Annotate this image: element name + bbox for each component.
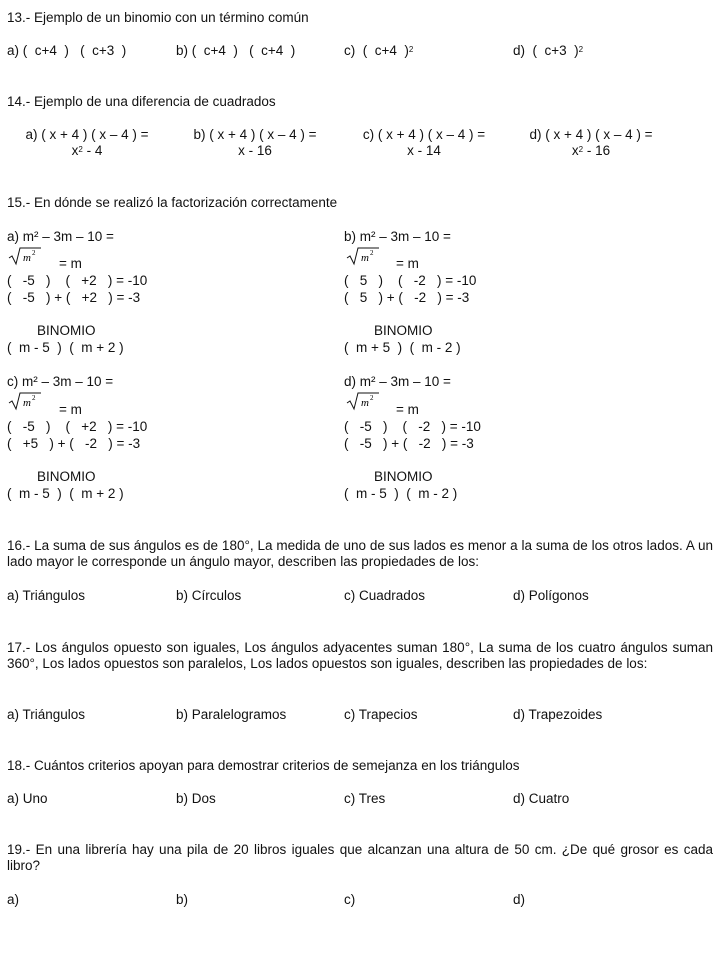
q13-option-c: c) ( c+4 )$^2$	[344, 43, 414, 58]
question-16: 16.- La suma de sus ángulos es de 180°, La medida de uno de sus lados es menor a la suma de los otros lados. A un lado mayor le corresponde un ángulo mayor, describen las propiedades de los:	[7, 538, 713, 569]
svg-text:m: m	[23, 397, 31, 409]
q15-b-header: b) m² – 3m – 10 =	[344, 229, 451, 244]
svg-text:m: m	[361, 252, 369, 264]
q15-a-sum: ( -5 ) + ( +2 ) = -3	[7, 290, 141, 305]
q15-d-sum: ( -5 ) + ( -2 ) = -3	[344, 436, 474, 451]
q13-option-d: d) ( c+3 )$^2$	[513, 43, 584, 58]
q19-option-d: d)	[513, 892, 526, 907]
q16-option-a: a) Triángulos	[7, 588, 86, 603]
question-18: 18.- Cuántos criterios apoyan para demostrar criterios de semejanza en los triángulos	[7, 758, 520, 773]
q16-option-d: d) Polígonos	[513, 588, 589, 603]
q15-b-eq: = m	[396, 256, 419, 271]
q15-a-header: a) m² – 3m – 10 =	[7, 229, 114, 244]
svg-text:2: 2	[370, 394, 374, 402]
q17-option-d: d) Trapezoides	[513, 707, 603, 722]
q15-a-product: ( -5 ) ( +2 ) = -10	[7, 273, 148, 288]
svg-text:m: m	[361, 397, 369, 409]
q18-option-a: a) Uno	[7, 791, 48, 806]
q18-option-c: c) Tres	[344, 791, 386, 806]
q19-option-a: a)	[7, 892, 20, 907]
q15-c-sum: ( +5 ) + ( -2 ) = -3	[7, 436, 141, 451]
question-19: 19.- En una librería hay una pila de 20 libros iguales que alcanzan una altura de 50 cm. ¿De qué grosor es cada libro?	[7, 842, 713, 873]
sqrt-m2-icon	[346, 246, 380, 266]
question-15: 15.- En dónde se realizó la factorización correctamente	[7, 195, 338, 210]
svg-text:2: 2	[370, 249, 374, 257]
q15-b-product: ( 5 ) ( -2 ) = -10	[344, 273, 477, 288]
q13-option-b: b) ( c+4 ) ( c+4 )	[176, 43, 296, 58]
q15-a-result: ( m - 5 ) ( m + 2 )	[7, 340, 124, 355]
q16-option-c: c) Cuadrados	[344, 588, 426, 603]
q13-option-a: a) ( c+4 ) ( c+3 )	[7, 43, 127, 58]
q15-c-binomio-label: BINOMIO	[37, 469, 96, 484]
q15-b-result: ( m + 5 ) ( m - 2 )	[344, 340, 461, 355]
q17-option-c: c) Trapecios	[344, 707, 418, 722]
svg-text:m: m	[23, 252, 31, 264]
svg-text:2: 2	[32, 249, 36, 257]
q14-option-a: a) ( x + 4 ) ( x – 4 ) = $x^2 - 4$	[25, 127, 149, 158]
q14-option-c: c) ( x + 4 ) ( x – 4 ) = x - 14	[362, 127, 486, 158]
q15-d-header: d) m² – 3m – 10 =	[344, 374, 451, 389]
q18-option-d: d) Cuatro	[513, 791, 570, 806]
q15-d-eq: = m	[396, 402, 419, 417]
q17-option-b: b) Paralelogramos	[176, 707, 287, 722]
q15-c-header: c) m² – 3m – 10 =	[7, 374, 114, 389]
q17-option-a: a) Triángulos	[7, 707, 86, 722]
sqrt-m2-icon	[8, 246, 42, 266]
q15-c-product: ( -5 ) ( +2 ) = -10	[7, 419, 148, 434]
q15-d-result: ( m - 5 ) ( m - 2 )	[344, 486, 458, 501]
q19-option-c: c)	[344, 892, 356, 907]
q19-option-b: b)	[176, 892, 189, 907]
question-17: 17.- Los ángulos opuesto son iguales, Los ángulos adyacentes suman 180°, La suma de los cuatro ángulos suman 360°, Los lados opuestos son paralelos, Los lados opuestos son iguales, describen las propiedades de los:	[7, 640, 713, 671]
q15-a-eq: = m	[59, 256, 82, 271]
q15-d-product: ( -5 ) ( -2 ) = -10	[344, 419, 481, 434]
q14-option-b: b) ( x + 4 ) ( x – 4 ) = x - 16	[193, 127, 317, 158]
svg-text:2: 2	[32, 394, 36, 402]
q18-option-b: b) Dos	[176, 791, 216, 806]
q15-b-binomio-label: BINOMIO	[374, 323, 433, 338]
q15-c-result: ( m - 5 ) ( m + 2 )	[7, 486, 124, 501]
question-13: 13.- Ejemplo de un binomio con un término común	[7, 10, 309, 25]
q15-a-binomio-label: BINOMIO	[37, 323, 96, 338]
question-14: 14.- Ejemplo de una diferencia de cuadrados	[7, 94, 276, 109]
q15-c-eq: = m	[59, 402, 82, 417]
sqrt-m2-icon	[346, 391, 380, 411]
q15-b-sum: ( 5 ) + ( -2 ) = -3	[344, 290, 470, 305]
q15-d-binomio-label: BINOMIO	[374, 469, 433, 484]
q14-option-d: d) ( x + 4 ) ( x – 4 ) = $x^2 - 16$	[529, 127, 653, 158]
q16-option-b: b) Círculos	[176, 588, 242, 603]
sqrt-m2-icon	[8, 391, 42, 411]
